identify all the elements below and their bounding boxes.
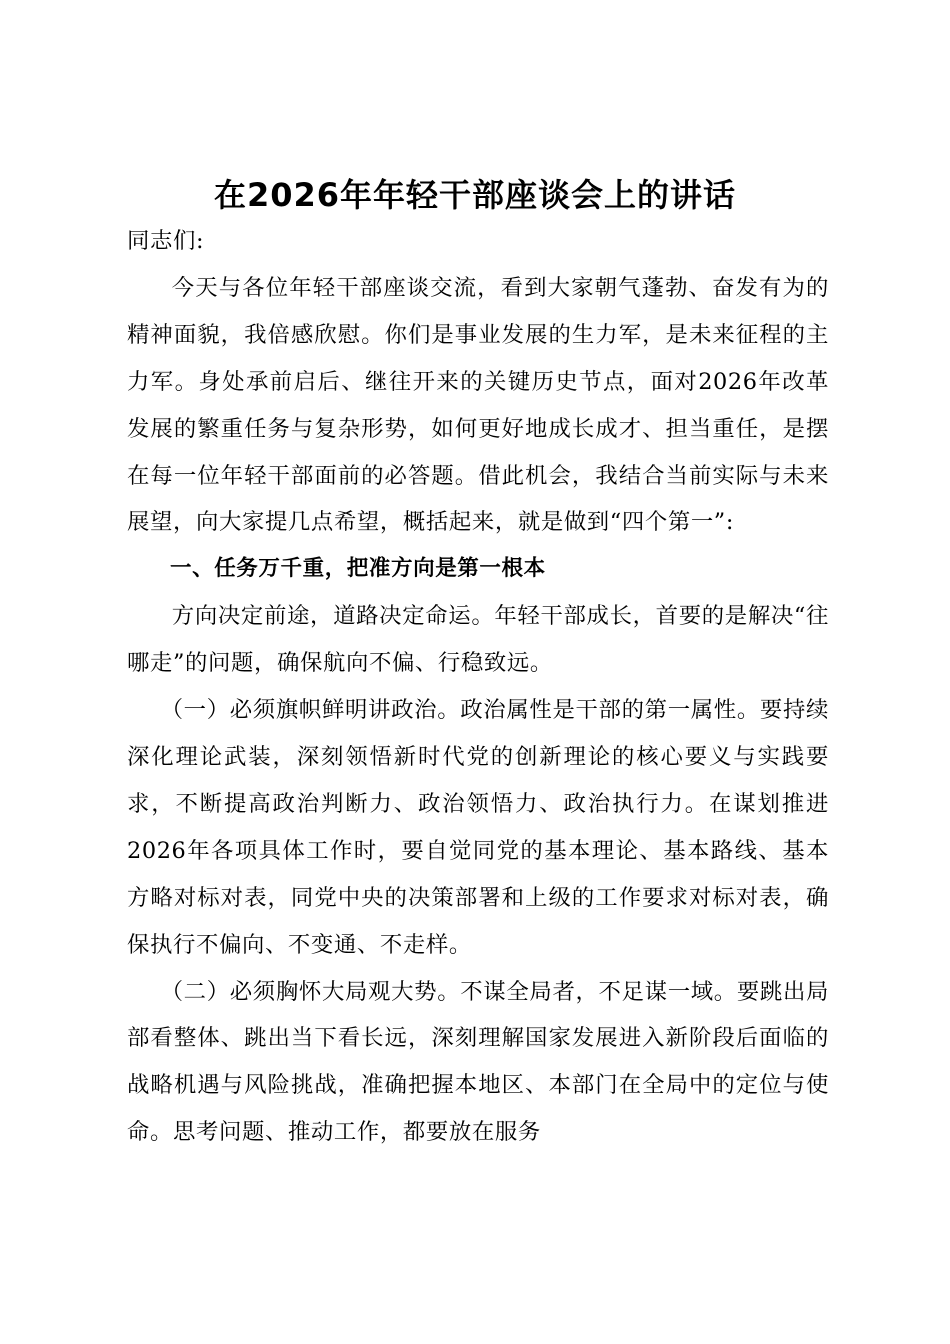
section-heading: 一、任务万千重，把准方向是第一根本 xyxy=(170,556,546,582)
salutation: 同志们: xyxy=(127,228,205,254)
document-body xyxy=(127,218,829,1156)
paragraph-direction: 方向决定前途，道路决定命运。年轻干部成长，首要的是解决“往哪走”的问题，确保航向不偏、行稳致远。 xyxy=(127,603,829,677)
paragraph-politics: （一）必须旗帜鲜明讲政治。政治属性是干部的第一属性。要持续深化理论武装，深刻领悟新时代党的创新理论的核心要义与实践要求，不断提高政治判断力、政治领悟力、政治执行力。在谋划推进2026年各项具体工作时，要自觉同党的基本理论、基本路线、基本方略对标对表，同党中央的决策部署和上级的工作要求对标对表，确保执行不偏向、不变通、不走样。 xyxy=(127,697,829,958)
paragraph-big-picture: （二）必须胸怀大局观大势。不谋全局者，不足谋一域。要跳出局部看整体、跳出当下看长远，深刻理解国家发展进入新阶段后面临的战略机遇与风险挑战，准确把握本地区、本部门在全局中的定位与使命。思考问题、推动工作，都要放在服务 xyxy=(127,978,829,1146)
paragraph-intro: 今天与各位年轻干部座谈交流，看到大家朝气蓬勃、奋发有为的精神面貌，我倍感欣慰。你们是事业发展的生力军，是未来征程的主力军。身处承前启后、继往开来的关键历史节点，面对2026年改革发展的繁重任务与复杂形势，如何更好地成长成才、担当重任，是摆在每一位年轻干部面前的必答题。借此机会，我结合当前实际与未来展望，向大家提几点希望，概括起来，就是做到“四个第一”: xyxy=(127,274,829,536)
document-title: 在2026年年轻干部座谈会上的讲话 xyxy=(213,176,737,214)
